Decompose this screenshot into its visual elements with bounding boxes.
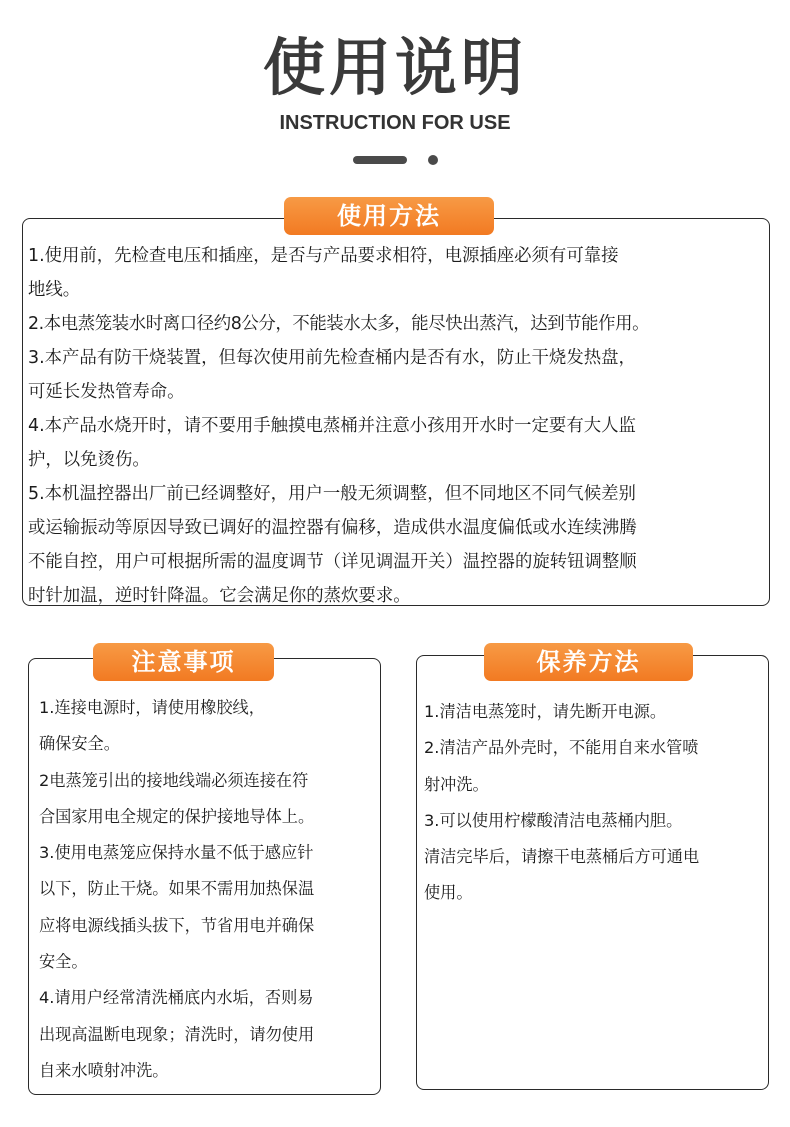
usage-section-title: 使用方法	[284, 197, 494, 235]
notes-section-text	[39, 690, 314, 1089]
notes-line: 安全。	[39, 952, 88, 972]
notes-line: 确保安全。	[39, 734, 120, 754]
maintenance-line: 2.清洁产品外壳时，不能用自来水管喷	[424, 738, 699, 758]
divider-dot	[428, 155, 438, 165]
usage-line: 3.本产品有防干烧装置，但每次使用前先检查桶内是否有水，防止干烧发热盘，	[28, 348, 636, 368]
maintenance-section-title: 保养方法	[484, 643, 693, 681]
usage-line: 2.本电蒸笼装水时离口径约8公分，不能装水太多，能尽快出蒸汽，达到节能作用。	[28, 314, 650, 334]
notes-line: 以下，防止干烧。如果不需用加热保温	[39, 879, 315, 899]
maintenance-section-text	[424, 694, 699, 912]
notes-line: 3.使用电蒸笼应保持水量不低于感应针	[39, 843, 314, 863]
notes-section-title: 注意事项	[93, 643, 274, 681]
maintenance-line: 3.可以使用柠檬酸清洁电蒸桶内胆。	[424, 810, 683, 830]
usage-line: 不能自控，用户可根据所需的温度调节（详见调温开关）温控器的旋转钮调整顺	[28, 552, 637, 572]
divider-dash	[353, 156, 407, 164]
notes-line: 应将电源线插头拔下，节省用电并确保	[39, 915, 315, 935]
notes-line: 自来水喷射冲洗。	[39, 1060, 169, 1080]
notes-line: 出现高温断电现象；清洗时，请勿使用	[39, 1024, 315, 1044]
maintenance-line: 使用。	[424, 883, 473, 903]
usage-line: 地线。	[28, 280, 81, 300]
notes-line: 合国家用电全规定的保护接地导体上。	[39, 806, 315, 826]
notes-line: 2电蒸笼引出的接地线端必须连接在符	[39, 770, 309, 790]
maintenance-line: 1.清洁电蒸笼时，请先断开电源。	[424, 702, 667, 721]
usage-section-text	[28, 239, 649, 613]
notes-line: 1.连接电源时，请使用橡胶线，	[39, 698, 265, 717]
usage-line: 5.本机温控器出厂前已经调整好，用户一般无须调整，但不同地区不同气候差别	[28, 484, 636, 504]
usage-line: 4.本产品水烧开时，请不要用手触摸电蒸桶并注意小孩用开水时一定要有大人监	[28, 416, 636, 436]
usage-line: 1.使用前，先检查电压和插座，是否与产品要求相符，电源插座必须有可靠接	[28, 246, 619, 266]
maintenance-line: 清洁完毕后，请擦干电蒸桶后方可通电	[424, 847, 700, 867]
usage-line: 可延长发热管寿命。	[28, 382, 185, 402]
usage-line: 时针加温，逆时针降温。它会满足你的蒸炊要求。	[28, 586, 411, 606]
maintenance-line: 射冲洗。	[424, 774, 489, 794]
usage-line: 或运输振动等原因导致已调好的温控器有偏移，造成供水温度偏低或水连续沸腾	[28, 518, 637, 538]
notes-line: 4.请用户经常清洗桶底内水垢，否则易	[39, 988, 314, 1008]
page-subtitle: INSTRUCTION FOR USE	[279, 112, 511, 134]
page-title: 使用说明	[262, 31, 527, 104]
usage-line: 护，以免烫伤。	[28, 450, 150, 470]
